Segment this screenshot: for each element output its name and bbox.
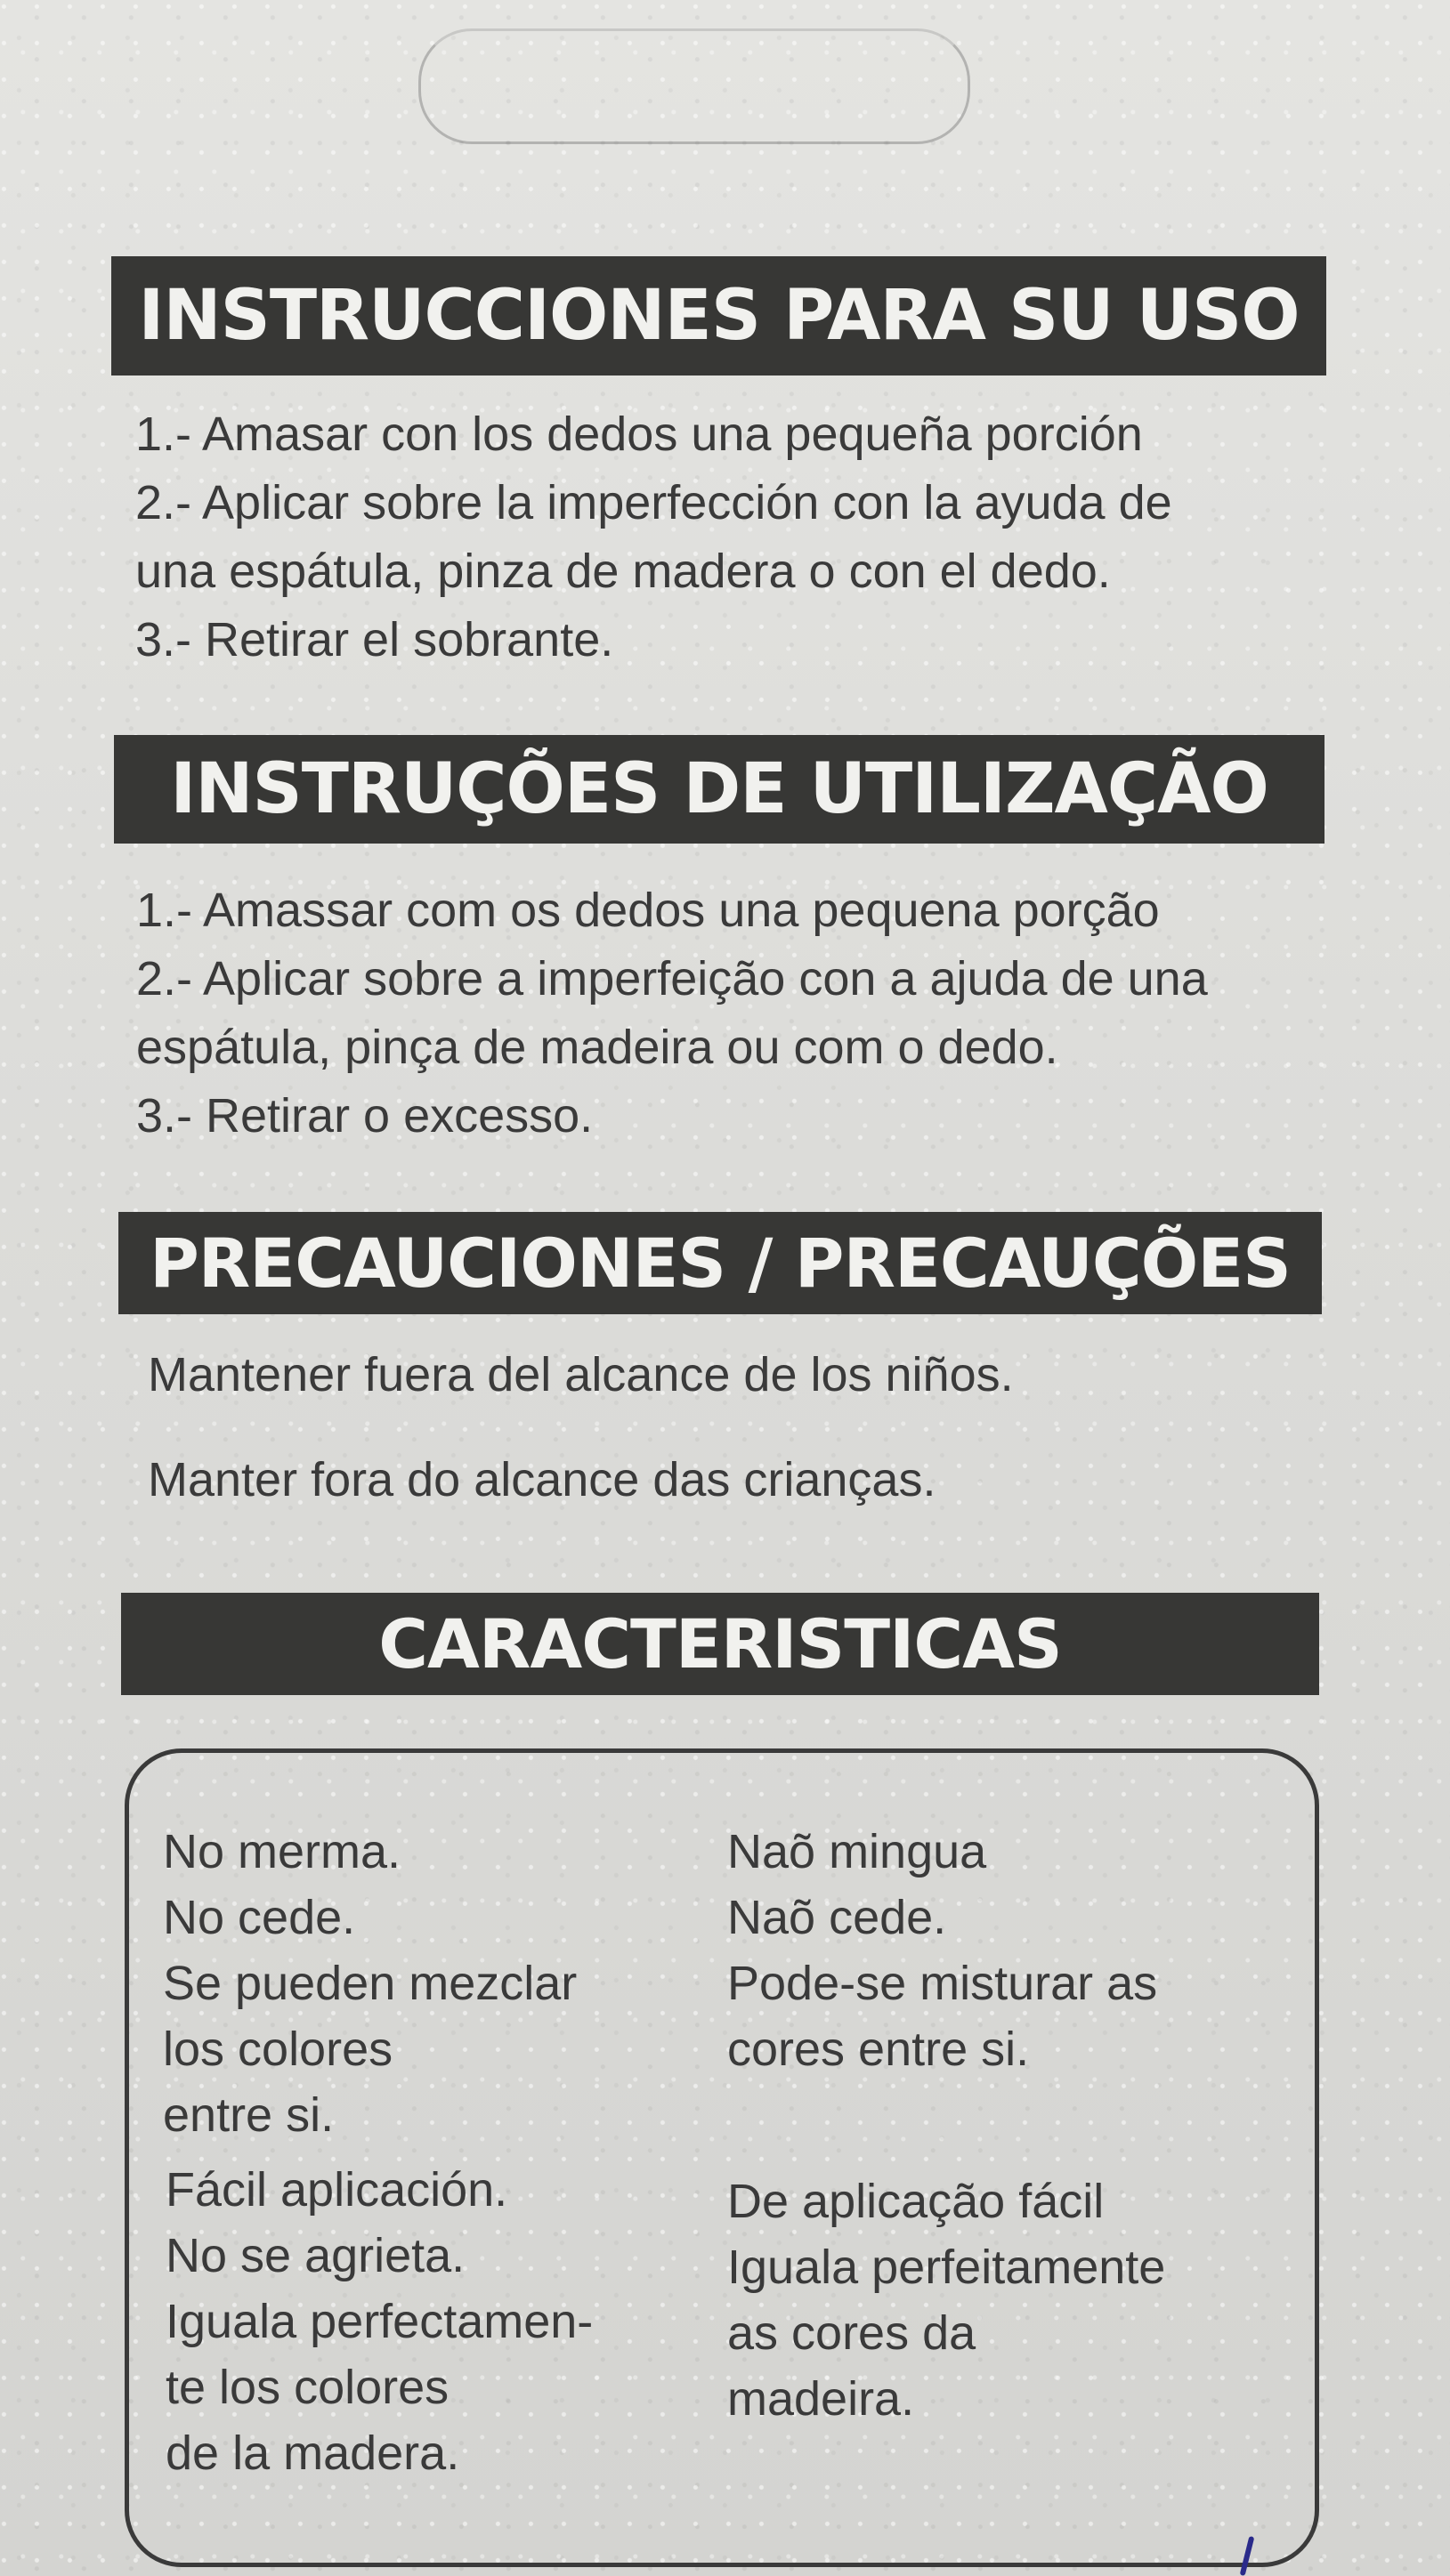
instructions-es <box>135 400 1172 674</box>
feature-item: te los colores <box>166 2361 450 2414</box>
precaution-pt: Manter fora do alcance das crianças. <box>148 1453 936 1506</box>
hang-slot-cutout <box>418 28 970 144</box>
instructions-pt <box>136 876 1208 1151</box>
instruction-line: una espátula, pinza de madera o con el dedo. <box>135 545 1111 598</box>
instruction-line: 3.- Retirar el sobrante. <box>135 613 614 666</box>
instruction-line: 2.- Aplicar sobre la imperfección con la ayuda de <box>135 476 1172 529</box>
feature-item: madeira. <box>727 2372 915 2426</box>
feature-item: Se pueden mezclar <box>163 1957 578 2010</box>
features-pt-group-1 <box>727 1819 1157 2082</box>
feature-item: cores entre si. <box>727 2023 1030 2076</box>
features-pt-group-2 <box>727 2168 1165 2432</box>
heading-instrucoes-utilizacao: INSTRUÇÕES DE UTILIZAÇÃO <box>114 735 1324 844</box>
features-es-group-2 <box>166 2157 593 2486</box>
precaution-es: Mantener fuera del alcance de los niños. <box>148 1348 1014 1401</box>
feature-item: Fácil aplicación. <box>166 2163 508 2217</box>
feature-item: Iguala perfectamen- <box>166 2295 594 2348</box>
feature-item: los colores <box>163 2023 393 2076</box>
instruction-line: 2.- Aplicar sobre a imperfeição con a ajuda de una <box>136 952 1208 1005</box>
instruction-line: 1.- Amassar com os dedos una pequena porção <box>136 884 1160 937</box>
feature-item: No se agrieta. <box>166 2229 466 2282</box>
feature-item: No cede. <box>163 1891 356 1944</box>
feature-item: De aplicação fácil <box>727 2175 1105 2228</box>
feature-item: Naõ cede. <box>727 1891 947 1944</box>
feature-item: de la madera. <box>166 2427 460 2480</box>
heading-instrucciones-uso: INSTRUCCIONES PARA SU USO <box>111 256 1326 375</box>
instruction-line: 3.- Retirar o excesso. <box>136 1089 594 1143</box>
feature-item: as cores da <box>727 2306 976 2360</box>
features-es-group-1 <box>163 1819 577 2148</box>
instruction-line: espátula, pinça de madeira ou com o dedo. <box>136 1021 1058 1074</box>
feature-item: Naõ mingua <box>727 1825 987 1878</box>
heading-caracteristicas: CARACTERISTICAS <box>121 1593 1319 1695</box>
feature-item: No merma. <box>163 1825 401 1878</box>
heading-precauciones: PRECAUCIONES / PRECAUÇÕES <box>118 1212 1322 1314</box>
instruction-line: 1.- Amasar con los dedos una pequeña porción <box>135 408 1143 461</box>
feature-item: Iguala perfeitamente <box>727 2241 1166 2294</box>
feature-item: Pode-se misturar as <box>727 1957 1158 2010</box>
feature-item: entre si. <box>163 2088 335 2142</box>
